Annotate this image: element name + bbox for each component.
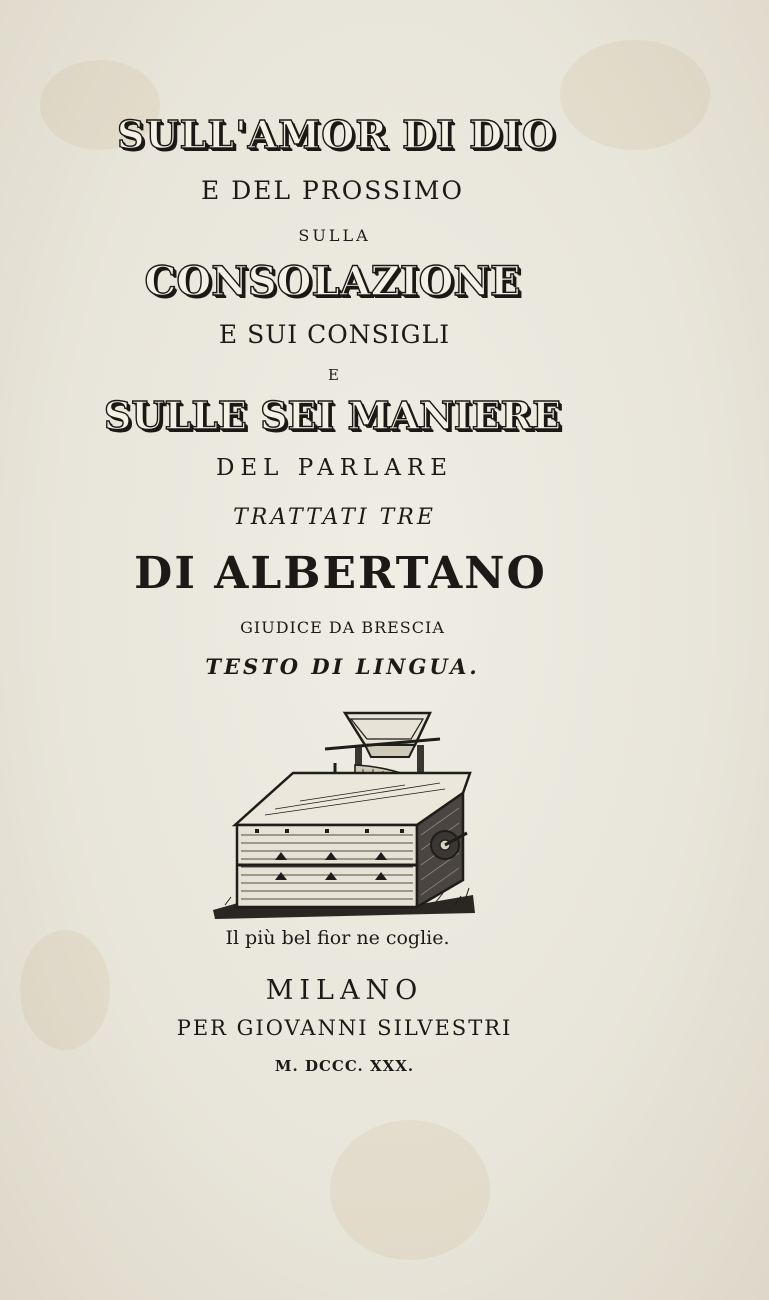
sifting-machine-woodcut-icon bbox=[205, 705, 485, 925]
title-line-2: E DEL PROSSIMO bbox=[201, 176, 464, 205]
title-line-7: SULLE SEI MANIERE bbox=[103, 393, 562, 438]
edition-note: TESTO DI LINGUA. bbox=[205, 654, 480, 679]
title-line-6: E bbox=[328, 366, 341, 384]
title-line-5: E SUI CONSIGLI bbox=[218, 320, 451, 349]
title-line-4: CONSOLAZIONE bbox=[144, 258, 521, 305]
title-line-1: SULL'AMOR DI DIO bbox=[117, 112, 556, 157]
title-line-8: DEL PARLARE bbox=[215, 455, 454, 481]
title-line-9: TRATTATI TRE bbox=[233, 505, 436, 530]
title-line-3: SULLA bbox=[298, 226, 371, 245]
printer-motto: Il più bel fior ne coglie. bbox=[225, 927, 450, 949]
imprint-place: MILANO bbox=[265, 975, 424, 1006]
author-name: DI ALBERTANO bbox=[134, 548, 547, 599]
imprint-year: M. DCCC. XXX. bbox=[274, 1057, 415, 1075]
author-title: GIUDICE DA BRESCIA bbox=[240, 618, 445, 637]
imprint-printer: PER GIOVANNI SILVESTRI bbox=[176, 1016, 513, 1040]
